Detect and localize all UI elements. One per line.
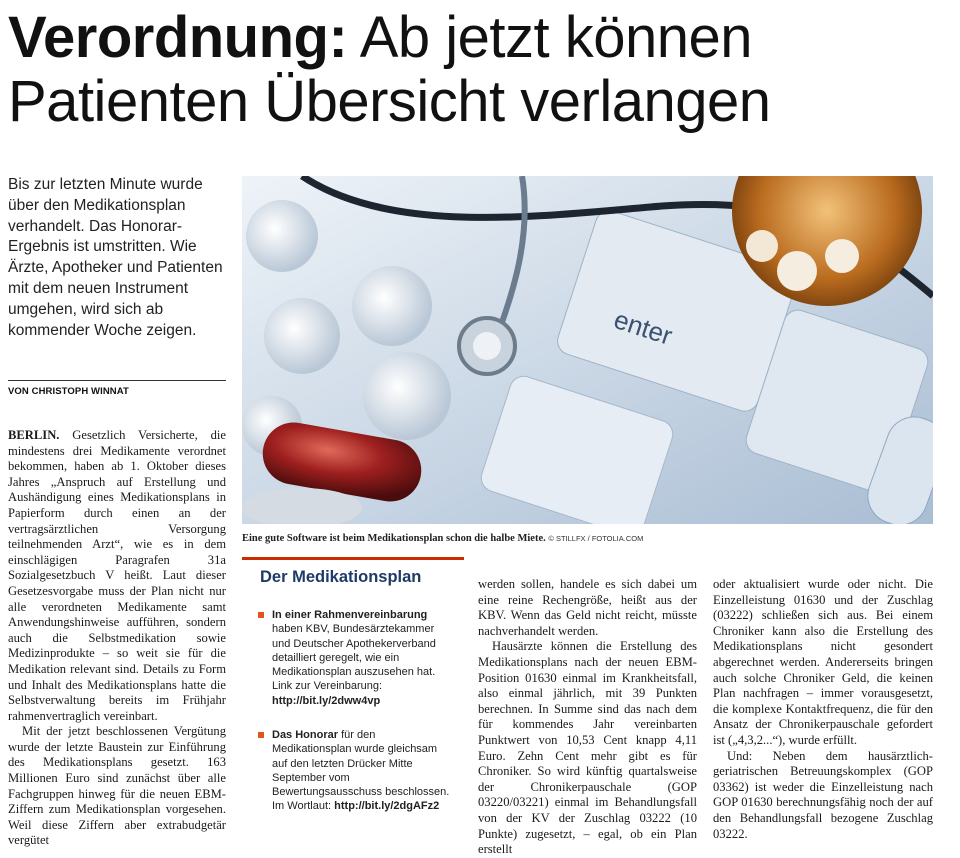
info-box-title: Der Medikationsplan <box>260 568 422 586</box>
item-lead: Das Honorar <box>272 729 339 741</box>
item-lead: In einer Rahmenvereinbarung <box>272 609 428 621</box>
photo-credit: © STILLFX / FOTOLIA.COM <box>548 534 644 543</box>
paragraph-text: Gesetzlich Versicherte, die mindestens drei Medikamente verordnet bekommen, haben ab 1. Oktober dieses Jahres „Anspruch auf Erstellung und Aushändigung eines Medikationsplans in Papierform durch einen an der vertragsärztlichen Versorgung teilnehmenden Arzt“, wie es in dem einschlägigen Paragrafen 31a Sozialgesetzbuch V heißt. Laut dieser Gesetzesvorgabe muss der Plan nicht nur alle verordneten Medikamente samt Anwendungshinweise aufführen, sondern auch die Selbstmedikation sowie Medizinprodukte – so weit sie für die Medikation relevant sind. Details zu Form und Inhalt des Medikationsplans hatte die Selbstverwaltung bereits im Frühjahr rahmenvertraglich vereinbart. <box>8 428 226 723</box>
paragraph: Hausärzte können die Erstellung des Medikationsplans nach der neuen EBM-Position 01630 einmal im Krankheitsfall, also einmal jährlich, mit 39 Punkten berechnen. In Summe sind das nach dem für kommendes Jahr vereinbarten Punktwert von 10,53 Cent knapp 4,11 Euro. Zehn Cent mehr gibt es für Chroniker. So wird künftig quartalsweise der Chronikerpauschale (GOP 03220/03221) einmal im Behandlungsfall von der KV der Zuschlag 03222 (10 Punkte) zugesetzt, – egal, ob ein Plan erstellt <box>478 639 697 857</box>
item-link[interactable]: http://bit.ly/2dgAFz2 <box>334 800 440 813</box>
info-box-item <box>258 608 453 708</box>
square-bullet-icon <box>258 612 264 618</box>
teaser: Bis zur letzten Minute wurde über den Medikationsplan verhandelt. Das Honorar-Ergebnis ist umstritten. Wie Ärzte, Apotheker und Patienten mit dem neuen Instrument umgehen, wird sich ab kommender Woche zeigen. <box>8 176 223 339</box>
paragraph: oder aktualisiert wurde oder nicht. Die Einzelleistung 01630 und der Zuschlag (03222) schließen sich aus. Bei einem Chroniker kann also die Erstellung des Medikationsplans nicht gesondert abgerechnet werden. Andererseits bringen auch solche Chroniker Geld, die keinen Plan nachfragen – immer vorausgesetzt, die komplexe Kontaktfrequenz, die für den Ansatz der Chronikerpauschale gefordert ist („4,3,2...“), wurde erfüllt. <box>713 577 933 747</box>
paragraph: Und: Neben dem hausärztlich-geriatrischen Betreuungskomplex (GOP 03362) ist weder die Einzelleistung nach GOP 01630 berechnungsfähig noch der auf den Behandlungsfall bezogene Zuschlag 03222. <box>713 748 933 841</box>
divider <box>8 380 226 381</box>
article-column-3 <box>478 577 697 858</box>
info-box-item <box>258 728 453 814</box>
headline-title: Ab jetzt können Patienten Übersicht verlangen <box>8 5 771 134</box>
paragraph: Mit der jetzt beschlossenen Vergütung wurde der letzte Baustein zur Einführung des Medikationsplans gesetzt. 163 Millionen Euro sind zunächst über alle Fachgruppen hinweg für die neuen EBM-Ziffern zum Medikationsplan vorgesehen. Weil diese Ziffern aber extrabudgetär vergütet <box>8 724 226 848</box>
article-column-1 <box>8 428 226 849</box>
medical-still-life-illustration <box>242 176 933 524</box>
article-column-4 <box>713 577 933 842</box>
headline <box>8 6 953 134</box>
headline-kicker: Verordnung: <box>8 5 348 70</box>
paragraph <box>8 428 226 724</box>
paragraph: werden sollen, handele es sich dabei um eine reine Rechengröße, heißt aus der KBV. Wenn das Geld nicht reicht, müsste nachverhandelt werden. <box>478 577 697 638</box>
item-body: für den Medikationsplan wurde gleichsam auf den letzten Drücker Mitte September vom Bewertungsausschuss beschlossen. Im Wortlaut: <box>272 729 450 813</box>
photo-caption <box>242 533 643 544</box>
item-link[interactable]: http://bit.ly/2dww4vp <box>272 694 381 707</box>
enter-key-label: enter <box>610 304 677 351</box>
caption-text: Eine gute Software ist beim Medikationsplan schon die halbe Miete. <box>242 533 546 544</box>
square-bullet-icon <box>258 732 264 738</box>
article-photo <box>242 176 933 524</box>
author-byline: VON CHRISTOPH WINNAT <box>8 386 129 397</box>
item-body: haben KBV, Bundesärztekammer und Deutscher Apothekerverband detailliert geregelt, wie ein Medikationsplan auszusehen hat. Link zur Vereinbarung: <box>272 623 436 693</box>
dateline: BERLIN. <box>8 428 60 442</box>
info-box <box>242 557 464 847</box>
